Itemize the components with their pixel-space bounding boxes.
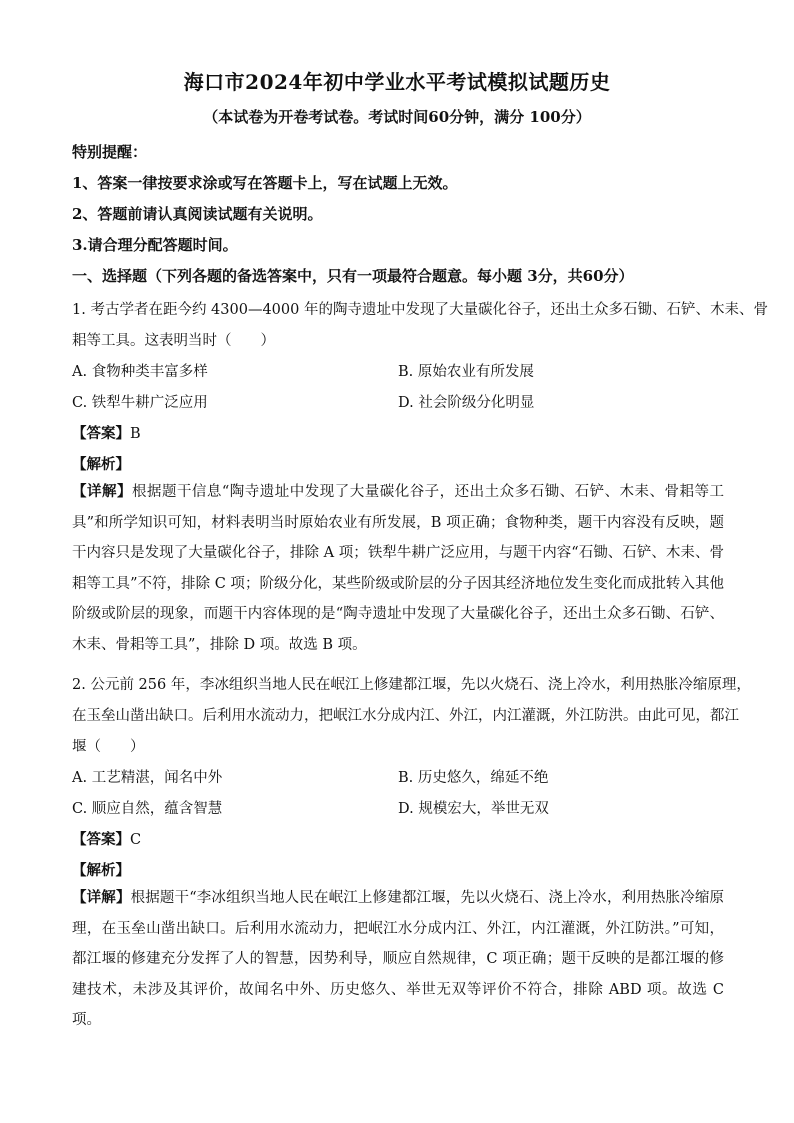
exam-instructions: （本试卷为开卷考试卷。考试时间60分钟，满分 100分）: [203, 108, 591, 126]
question-1-option-a: A. 食物种类丰富多样: [72, 364, 208, 380]
detail-label: 【详解】: [72, 889, 131, 906]
question-2-analysis-label: 【解析】: [72, 862, 130, 879]
detail-label: 【详解】: [72, 483, 132, 500]
notice-item: 1、答案一律按要求涂或写在答题卡上，写在试题上无效。: [72, 174, 458, 192]
answer-value: C: [130, 832, 142, 848]
question-2-answer: [72, 828, 724, 849]
question-2-option-c: C. 顺应自然，蕴含智慧: [72, 801, 223, 817]
question-2-stem-line: 2. 公元前 256 年，李冰组织当地人民在岷江上修建都江堰，先以火烧石、浇上冷水，利用热胀冷缩原理，: [72, 677, 751, 693]
question-2-stem-line: 在玉垒山凿出缺口。后利用水流动力，把岷江水分成内江、外江，内江灌溉，外江防洪。由此可见，都江: [72, 708, 739, 724]
detail-text: 根据题干“李冰组织当地人民在岷江上修建都江堰，先以火烧石、浇上冷水，利用热胀冷缩原理，在玉垒山凿出缺口。后利用水流动力，把岷江水分成内江、外江，内江灌溉，外江防洪。”可知，都江堰的修建充分发挥了人的智慧，因势利导，顺应自然规律，C 项正确；题干反映的是都江堰的修建技术，未涉及其评价，故闻名中外、历史悠久、举世无双等评价不符合，排除 ABD 项。故选 C 项。: [72, 890, 724, 1029]
notice-heading: 特别提醒：: [72, 143, 148, 161]
question-1-option-d: D. 社会阶级分化明显: [398, 395, 535, 411]
question-2-option-a: A. 工艺精湛，闻名中外: [72, 770, 223, 786]
notice-item: 2、答题前请认真阅读试题有关说明。: [72, 205, 323, 223]
question-1-option-c: C. 铁犁牛耕广泛应用: [72, 395, 208, 411]
answer-value: B: [130, 426, 141, 442]
question-2-stem-line: 堰（ ）: [72, 739, 145, 755]
answer-label: 【答案】: [72, 831, 130, 848]
notice-item: 3.请合理分配答题时间。: [72, 236, 238, 254]
question-2-option-b: B. 历史悠久，绵延不绝: [398, 770, 549, 786]
question-1-answer: [72, 422, 724, 443]
question-1-stem-line: 1. 考古学者在距今约 4300—4000 年的陶寺遗址中发现了大量碳化谷子，还出土众多石锄、石铲、木耒、骨: [72, 302, 768, 318]
section-heading: 一、选择题（下列各题的备选答案中，只有一项最符合题意。每小题 3分，共60分）: [72, 267, 634, 285]
question-2-option-d: D. 规模宏大，举世无双: [398, 801, 549, 817]
question-1-stem-line: 耜等工具。这表明当时（ ）: [72, 333, 275, 349]
answer-label: 【答案】: [72, 425, 130, 442]
question-1-detail: [72, 477, 724, 661]
question-1-analysis-label: 【解析】: [72, 456, 130, 473]
page-title: 海口市2024年初中学业水平考试模拟试题历史: [183, 70, 611, 94]
detail-text: 根据题干信息“陶寺遗址中发现了大量碳化谷子，还出土众多石锄、石铲、木耒、骨耜等工具”和所学知识可知，材料表明当时原始农业有所发展，B 项正确；食物种类，题干内容没有反映，题干内容只是发现了大量碳化谷子，排除 A 项；铁犁牛耕广泛应用，与题干内容“石锄、石铲、木耒、骨耜等工具”不符，排除 C 项；阶级分化，某些阶级或阶层的分子因其经济地位发生变化而成批转入其他阶级或阶层的现象，而题干内容体现的是“陶寺遗址中发现了大量碳化谷子，还出土众多石锄、石铲、木耒、骨耜等工具”，排除 D 项。故选 B 项。: [72, 484, 724, 653]
question-1-option-b: B. 原始农业有所发展: [398, 364, 534, 380]
question-2-detail: [72, 883, 724, 1036]
